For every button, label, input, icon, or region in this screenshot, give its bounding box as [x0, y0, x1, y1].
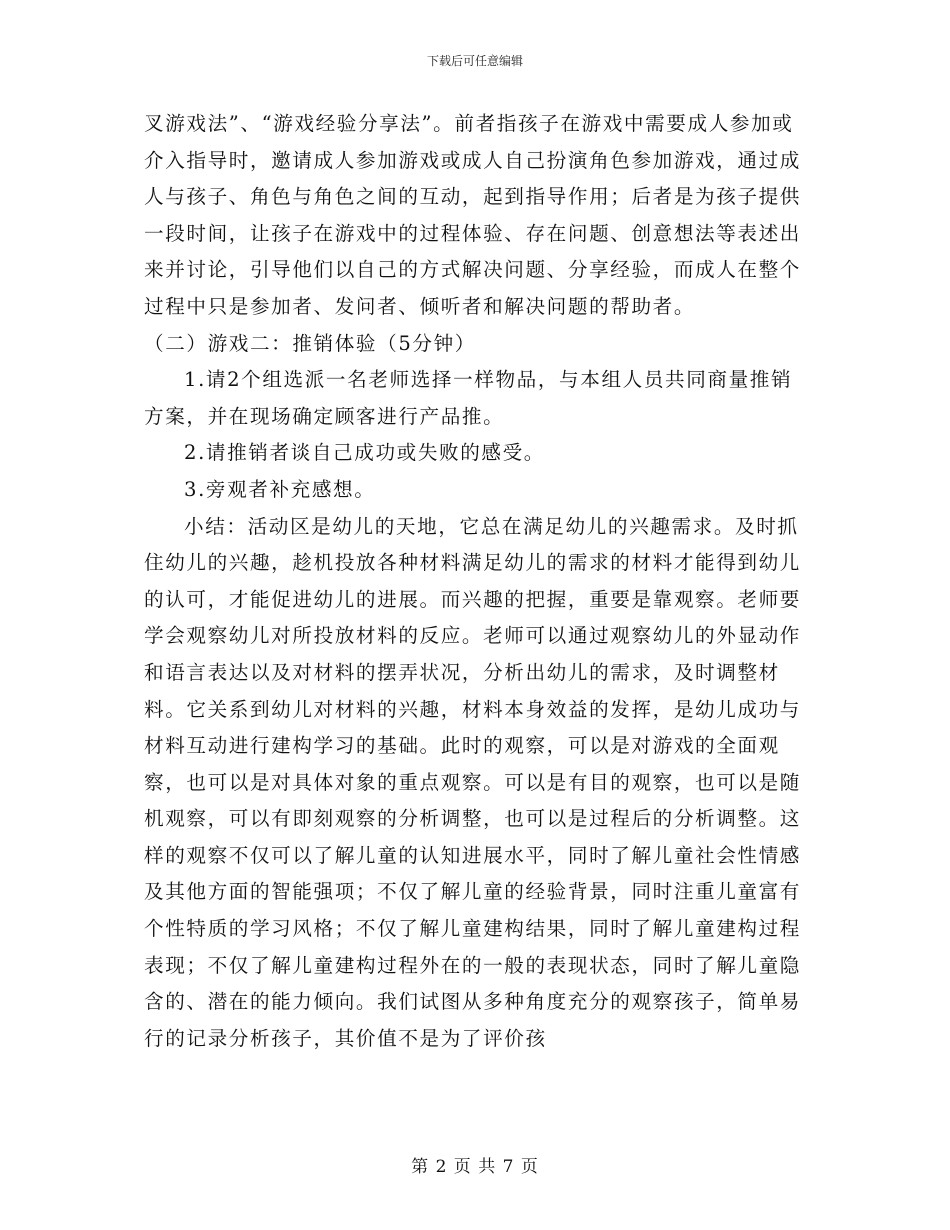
page-header: 下载后可任意编辑 [426, 54, 523, 68]
list-item-1: 1.请2个组选派一名老师选择一样物品，与本组人员共同商量推销方案，并在现场确定顾客进行产品推。 [144, 368, 793, 428]
page-number: 第 2 页 共 7 页 [411, 1157, 539, 1177]
section-heading: （二）游戏二：推销体验（5分钟） [144, 331, 476, 355]
document-body [144, 106, 806, 1057]
paragraph-continuation: 叉游戏法”、“游戏经验分享法”。前者指孩子在游戏中需要成人参加或介入指导时，邀请成人参加游戏或成人自己扮演角色参加游戏，通过成人与孩子、角色与角色之间的互动，起到指导作用；后者是为孩子提供一段时间，让孩子在游戏中的过程体验、存在问题、创意想法等表述出来并讨论，引导他们以自己的方式解决问题、分享经验，而成人在整个过程中只是参加者、发问者、倾听者和解决问题的帮助者。 [144, 112, 802, 318]
list-item-3: 3.旁观者补充感想。 [184, 477, 376, 501]
summary-paragraph: 小结：活动区是幼儿的天地，它总在满足幼儿的兴趣需求。及时抓住幼儿的兴趣，趁机投放各种材料满足幼儿的需求的材料才能得到幼儿的认可，才能促进幼儿的进展。而兴趣的把握，重要是靠观察。老师要学会观察幼儿对所投放材料的反应。老师可以通过观察幼儿的外显动作和语言表达以及对材料的摆弄状况，分析出幼儿的需求，及时调整材料。它关系到幼儿对材料的兴趣，材料本身效益的发挥，是幼儿成功与材料互动进行建构学习的基础。此时的观察，可以是对游戏的全面观察，也可以是对具体对象的重点观察。可以是有目的观察，也可以是随机观察，可以有即刻观察的分析调整，也可以是过程后的分析调整。这样的观察不仅可以了解儿童的认知进展水平，同时了解儿童社会性情感及其他方面的智能强项；不仅了解儿童的经验背景，同时注重儿童富有个性特质的学习风格；不仅了解儿童建构结果，同时了解儿童建构过程表现；不仅了解儿童建构过程外在的一般的表现状态，同时了解儿童隐含的、潜在的能力倾向。我们试图从多种角度充分的观察孩子，简单易行的记录分析孩子，其价值不是为了评价孩 [144, 514, 802, 1050]
list-item-2: 2.请推销者谈自己成功或失败的感受。 [184, 441, 545, 465]
